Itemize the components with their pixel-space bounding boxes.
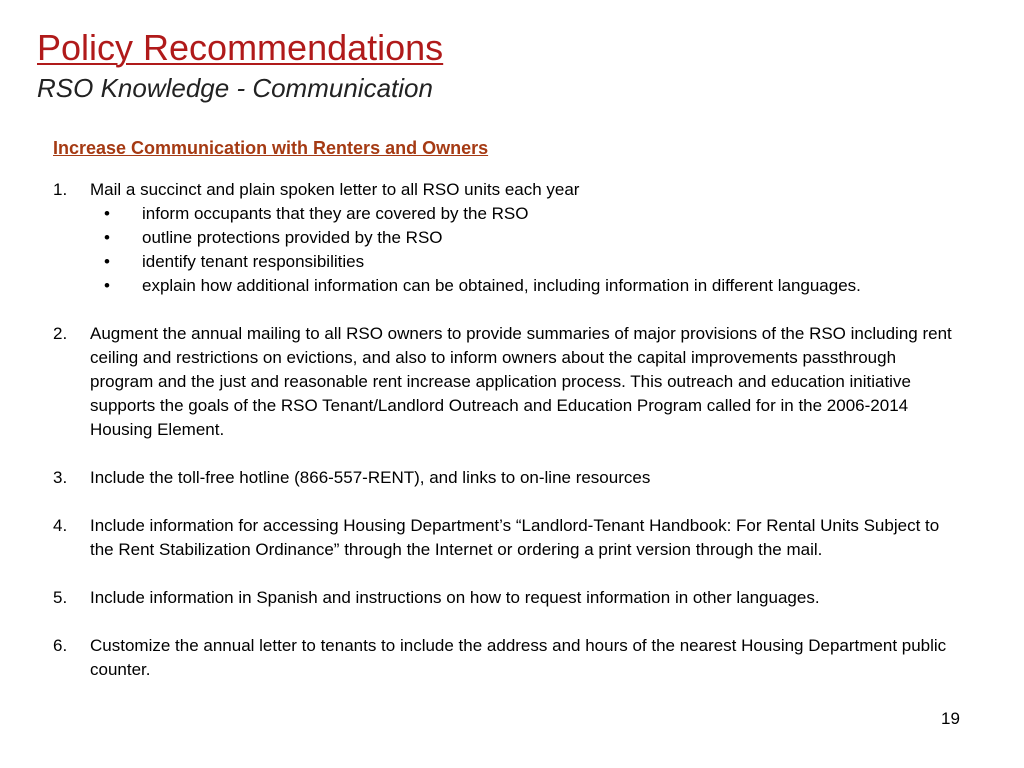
- sub-bullet-list: [90, 202, 953, 298]
- slide-subtitle: RSO Knowledge - Communication: [37, 73, 433, 103]
- sub-bullet-item: [90, 250, 953, 274]
- sub-bullet-item: [90, 226, 953, 250]
- bullet-icon: •: [104, 252, 110, 271]
- item-text: Include information in Spanish and instructions on how to request information in other languages.: [90, 588, 820, 607]
- sub-bullet-item: [90, 202, 953, 226]
- slide-title: Policy Recommendations: [37, 27, 444, 68]
- item-text: Augment the annual mailing to all RSO owners to provide summaries of major provisions of the RSO including rent ceiling and restrictions on evictions, and also to inform owners about the capital improvements passthrough program and the just and reasonable rent increase application process. This outreach and education initiative supports the goals of the RSO Tenant/Landlord Outreach and Education Program called for in the 2006-2014 Housing Element.: [90, 324, 952, 439]
- item-number: 1.: [53, 180, 68, 199]
- bullet-icon: •: [104, 228, 110, 247]
- item-text: Include information for accessing Housing Department’s “Landlord-Tenant Handbook: For Rental Units Subject to the Rent Stabilization Ordinance” through the Internet or ordering a print version through the mail.: [90, 516, 940, 559]
- sub-bullet-text: identify tenant responsibilities: [142, 252, 365, 271]
- recommendation-item-1: [53, 178, 953, 298]
- item-number: 3.: [53, 468, 68, 487]
- sub-bullet-text: outline protections provided by the RSO: [142, 228, 443, 247]
- bullet-icon: •: [104, 204, 110, 223]
- sub-bullet-text: explain how additional information can be obtained, including information in different languages.: [142, 276, 861, 295]
- recommendation-item-5: [53, 586, 953, 610]
- item-number: 5.: [53, 588, 68, 607]
- sub-bullet-text: inform occupants that they are covered by the RSO: [142, 204, 529, 223]
- item-number: 4.: [53, 516, 68, 535]
- item-number: 2.: [53, 324, 68, 343]
- recommendation-item-4: [53, 514, 953, 562]
- recommendation-item-3: [53, 466, 953, 490]
- item-text: Include the toll-free hotline (866-557-RENT), and links to on-line resources: [90, 468, 651, 487]
- sub-bullet-item: [90, 274, 953, 298]
- recommendation-item-2: [53, 322, 953, 442]
- bullet-icon: •: [104, 276, 110, 295]
- item-number: 6.: [53, 636, 68, 655]
- item-text: Mail a succinct and plain spoken letter to all RSO units each year: [90, 180, 580, 199]
- item-text: Customize the annual letter to tenants to include the address and hours of the nearest Housing Department public counter.: [90, 636, 947, 679]
- section-heading: Increase Communication with Renters and Owners: [53, 138, 489, 158]
- page-number: 19: [941, 709, 960, 728]
- recommendation-item-6: [53, 634, 953, 682]
- recommendation-list: [53, 178, 953, 682]
